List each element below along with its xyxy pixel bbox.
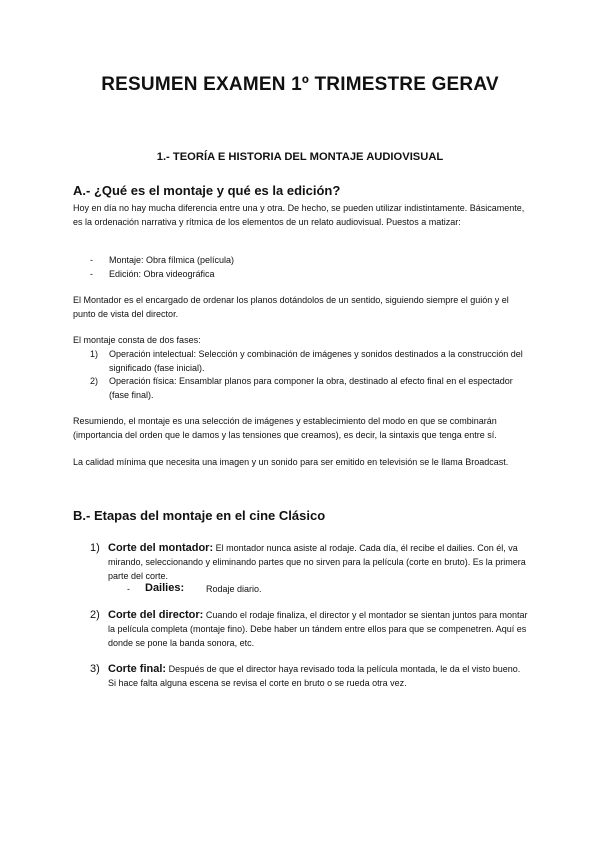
stage-item: 2) Corte del director: Cuando el rodaje finaliza, el director y el montador se sientan juntos para montar la película completa (montaje fino). Debe haber un tándem entre ellos para que se compenetren. Aquí es donde se pone la banda sonora, etc. (90, 609, 528, 648)
stage-term: Corte del director: (108, 609, 204, 621)
fases-list (73, 348, 533, 402)
subsection-heading-a: A.- ¿Qué es el montaje y qué es la edición? (73, 183, 341, 198)
montador-paragraph: El Montador es el encargado de ordenar los planos dotándolos de un sentido, siguiendo siempre el guión y el punto de vista del director. (73, 295, 509, 319)
stage-item: 3) Corte final: Después de que el director haya revisado toda la película montada, le da el visto bueno. Si hace falta alguna escena se revisa el corte en bruto o se rueda otra vez. (90, 663, 521, 688)
list-item: 2) Operación física: Ensamblar planos para componer la obra, destinado al efecto final en el espectador (fase final). (90, 376, 513, 400)
definition-list (73, 254, 234, 281)
stage-term: Corte del montador: (108, 542, 214, 554)
list-item: 1) Operación intelectual: Selección y combinación de imágenes y sonidos destinados a la construcción del significado (fase inicial). (90, 349, 523, 373)
summary-paragraph: Resumiendo, el montaje es una selección de imágenes y establecimiento del modo en que se combinarán (importancia del orden que le damos y las tensiones que creamos), es decir, la sintaxis que tenga entre sí. (73, 416, 497, 440)
page-title: RESUMEN EXAMEN 1º TRIMESTRE GERAV (101, 74, 499, 95)
list-item: - Edición: Obra videográfica (90, 268, 215, 279)
intro-paragraph: Hoy en día no hay mucha diferencia entre una y otra. De hecho, se pueden utilizar indistintamente. Básicamente, es la ordenación narrativa y rítmica de los elementos de un relato audiovisual. Puestos a matizar: (73, 203, 525, 227)
list-item: - Montaje: Obra fílmica (película) (90, 255, 235, 265)
fases-intro: El montaje consta de dos fases: (73, 335, 201, 345)
subsection-heading-b: B.- Etapas del montaje en el cine Clásico (73, 508, 326, 523)
document-page: RESUMEN EXAMEN 1º TRIMESTRE GERAV 1.- TEORÍA E HISTORIA DEL MONTAJE AUDIOVISUAL A.- ¿Qué es el montaje y qué es la edición? Hoy en día no hay mucha diferencia entre una y otra. De hecho, se pueden utilizar indistintamente. Básicamente, es la ordenación narrativa y rítmica de los elementos de un relato audiovisual. Puestos a matizar: - Montaje: Obra fílmica (película) - Edición: Obra videográfica El Montador es el encargado de ordenar los planos dotándolos de un sentido, siguiendo siempre el guión y el punto de vista del director. El montaje consta de dos fases: 1) Operación intelectual: Selección y combinación de imágenes y sonidos destinados a la construcción del significado (fase inicial). 2) Operación física: Ensamblar planos para componer la obra, destinado al efecto final en el espectador (fase final). Resumiendo, el montaje es una selección de imágenes y establecimiento del modo en que se combinarán (importancia del orden que le damos y las tensiones que creamos), es decir, la sintaxis que tenga entre sí. La calidad mínima que necesita una imagen y un sonido para ser emitido en televisión se le llama Broadcast. B.- Etapas del montaje en el cine Clásico 1) Corte del montador: El montador nunca asiste al rodaje. Cada día, él recibe el dailies. Con él, va mirando, seleccionando y eliminando partes que no sirven para la película (corte en bruto). Es la primera parte del corte. - Dailies: Rodaje diario. 2) Corte del director: Cuando el rodaje finaliza, el director y el montador se sientan juntos para montar la película completa (montaje fino). Debe haber un tándem entre ellos para que se compenetren. Aquí es donde se pone la banda sonora, etc. 3) Corte final: Después de que el director haya revisado toda la película montada, le da el visto bueno. Si hace falta alguna escena se revisa el corte en bruto o se rueda otra vez. (0, 0, 600, 848)
stage-term: Corte final: (108, 663, 167, 675)
section-heading: 1.- TEORÍA E HISTORIA DEL MONTAJE AUDIOVISUAL (156, 151, 444, 163)
broadcast-paragraph: La calidad mínima que necesita una imagen y un sonido para ser emitido en televisión se le llama Broadcast. (73, 457, 509, 467)
stage-item: 1) Corte del montador: El montador nunca asiste al rodaje. Cada día, él recibe el dailies. Con él, va mirando, seleccionando y eliminando partes que no sirven para la película (corte en bruto). Es la primera parte del corte. (90, 542, 526, 581)
